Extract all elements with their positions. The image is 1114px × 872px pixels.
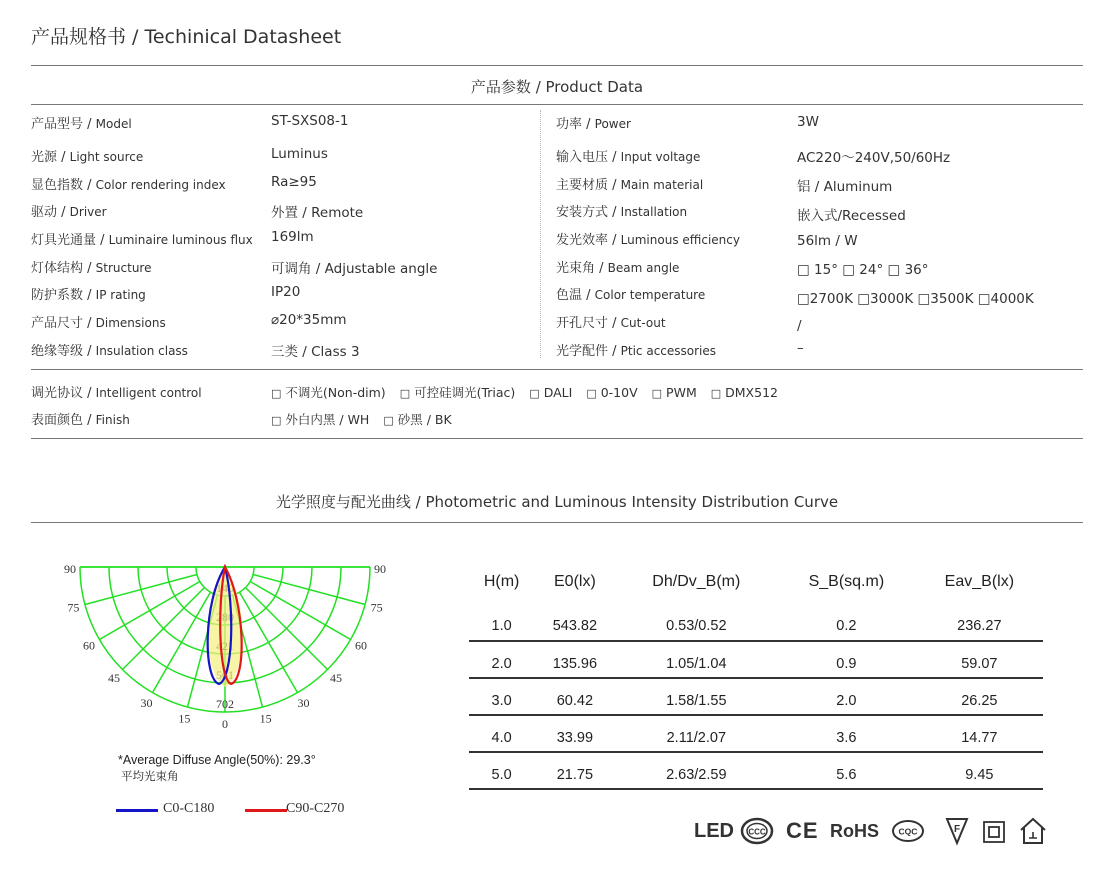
spec-label: 安装方式 / Installation [556, 205, 688, 220]
spec-label: 主要材质 / Main material [556, 178, 704, 193]
table-cell: 236.27 [916, 604, 1043, 641]
spec-label: 产品型号 / Model [31, 117, 132, 132]
svg-text:F: F [953, 824, 961, 835]
spec-value: 56lm / W [797, 233, 858, 249]
control-label: 调光协议 / Intelligent control [31, 386, 202, 401]
polar-angle-label: 30 [140, 695, 153, 710]
spec-label: 驱动 / Driver [31, 205, 107, 220]
control-options [271, 383, 792, 401]
f-mark-icon [944, 816, 970, 846]
ce-icon: CE [786, 818, 819, 843]
polar-angle-label: 75 [370, 600, 383, 615]
spec-value: – [797, 340, 804, 356]
column-divider [540, 110, 541, 358]
spec-label: 发光效率 / Luminous efficiency [556, 233, 740, 248]
spec-value: Luminus [271, 146, 328, 162]
finish-options [271, 410, 466, 428]
svg-text:CCC: CCC [748, 827, 766, 837]
option-item[interactable] [652, 385, 697, 400]
table-cell: 1.58/1.55 [616, 678, 777, 715]
polar-distribution-chart [60, 552, 390, 732]
spec-value: 3W [797, 114, 819, 130]
spec-label: 光束角 / Beam angle [556, 261, 680, 276]
average-diffuse-angle-cn: 平均光束角 [121, 771, 179, 783]
spec-label: 光源 / Light source [31, 150, 144, 165]
table-row [469, 715, 1043, 752]
table-cell: 14.77 [916, 715, 1043, 752]
spec-value: / [797, 318, 802, 334]
table-cell: 2.11/2.07 [616, 715, 777, 752]
polar-angle-label: 90 [374, 562, 386, 576]
table-cell: 2.0 [469, 641, 534, 678]
led-icon: LED [694, 820, 734, 842]
polar-spoke [122, 588, 204, 670]
table-cell: 9.45 [916, 752, 1043, 789]
rohs-icon: RoHS [830, 821, 879, 841]
table-row [469, 752, 1043, 789]
spec-label: 防护系数 / IP rating [31, 288, 146, 303]
option-item[interactable] [271, 412, 369, 427]
polar-spoke [246, 588, 328, 670]
table-cell: 21.75 [534, 752, 615, 789]
table-cell: 26.25 [916, 678, 1043, 715]
table-cell: 0.2 [777, 604, 916, 641]
spec-label: 功率 / Power [556, 117, 631, 132]
spec-label: 色温 / Color temperature [556, 288, 706, 303]
spec-label: 光学配件 / Ptic accessories [556, 344, 717, 359]
option-label: 不调光(Non-dim) [285, 385, 386, 400]
table-row [469, 641, 1043, 678]
option-item[interactable] [586, 385, 637, 400]
table-header: Dh/Dv_B(m) [652, 573, 741, 590]
table-cell: 0.9 [777, 641, 916, 678]
spec-label: 显色指数 / Color rendering index [31, 178, 226, 193]
page-title: 产品规格书 / Techinical Datasheet [31, 26, 342, 48]
checkbox-icon[interactable]: □ [586, 387, 597, 400]
table-header: Eav_B(lx) [944, 573, 1015, 590]
option-item[interactable] [400, 385, 516, 400]
table-cell: 1.05/1.04 [616, 641, 777, 678]
photometric-table [469, 560, 1043, 790]
table-header: E0(lx) [554, 573, 596, 590]
finish-label: 表面颜色 / Finish [31, 413, 130, 428]
polar-spoke [99, 582, 199, 640]
table-header: H(m) [483, 573, 520, 590]
spec-label: 产品尺寸 / Dimensions [31, 316, 166, 331]
table-cell: 5.0 [469, 752, 534, 789]
polar-radius-label: 702 [216, 697, 234, 711]
polar-spoke [240, 592, 298, 692]
polar-angle-label: 45 [107, 671, 120, 686]
table-row [469, 678, 1043, 715]
divider [31, 369, 1083, 370]
spec-value: 169lm [271, 229, 314, 245]
table-cell: 543.82 [534, 604, 615, 641]
option-label: PWM [666, 385, 697, 400]
table-cell: 3.0 [469, 678, 534, 715]
table-cell: 3.6 [777, 715, 916, 752]
divider [31, 522, 1083, 523]
indoor-use-icon [1018, 816, 1048, 846]
checkbox-icon[interactable]: □ [399, 387, 411, 400]
table-cell: 33.99 [534, 715, 615, 752]
table-cell: 60.42 [534, 678, 615, 715]
option-label: DALI [543, 385, 573, 400]
table-row [469, 604, 1043, 641]
spec-value: 三类 / Class 3 [271, 344, 360, 360]
spec-value: IP20 [271, 284, 301, 300]
table-cell: 135.96 [534, 641, 615, 678]
polar-spoke [250, 582, 350, 640]
class-ii-icon [982, 820, 1006, 844]
checkbox-icon[interactable]: □ [529, 387, 540, 400]
table-cell: 5.6 [777, 752, 916, 789]
table-cell: 2.0 [777, 678, 916, 715]
checkbox-icon[interactable]: □ [651, 387, 663, 400]
legend-label-c90: C90-C270 [286, 801, 345, 816]
svg-text:CQC: CQC [898, 826, 918, 837]
spec-value: 外置 / Remote [271, 205, 364, 221]
table-cell: 0.53/0.52 [616, 604, 777, 641]
divider [31, 65, 1083, 66]
option-label: 0-10V [600, 385, 638, 400]
polar-spoke [153, 592, 211, 692]
polar-angle-label: 0 [222, 717, 228, 731]
table-cell: 1.0 [469, 604, 534, 641]
spec-value: 嵌入式/Recessed [797, 208, 906, 224]
divider [31, 104, 1083, 105]
spec-label: 输入电压 / Input voltage [556, 150, 701, 165]
option-label: 可控硅调光(Triac) [414, 385, 516, 400]
spec-label: 开孔尺寸 / Cut-out [556, 316, 666, 331]
option-label: 外白内黑 / WH [285, 412, 370, 427]
spec-value: □2700K □3000K □3500K □4000K [797, 291, 1034, 307]
spec-value: 可调角 / Adjustable angle [271, 261, 438, 277]
photometric-title: 光学照度与配光曲线 / Photometric and Luminous Intensity Distribution Curve [275, 493, 839, 511]
spec-value: ST-SXS08-1 [271, 113, 349, 129]
average-diffuse-angle-note: *Average Diffuse Angle(50%): 29.3° [118, 753, 316, 767]
polar-angle-label: 15 [178, 711, 191, 726]
option-label: DMX512 [725, 385, 778, 400]
polar-spoke [253, 575, 365, 605]
option-item[interactable] [711, 385, 778, 400]
legend-line-c0 [116, 809, 158, 812]
certification-icons [692, 812, 1052, 852]
cqc-icon [891, 818, 925, 844]
spec-value: 铝 / Aluminum [797, 179, 893, 195]
spec-value: AC220～240V,50/60Hz [797, 150, 951, 166]
checkbox-icon[interactable]: □ [383, 414, 394, 427]
spec-label: 灯体结构 / Structure [31, 261, 152, 276]
divider [31, 438, 1083, 439]
ccc-icon [740, 816, 774, 846]
checkbox-icon[interactable]: □ [271, 387, 282, 400]
option-item[interactable] [271, 385, 386, 400]
spec-label: 灯具光通量 / Luminaire luminous flux [31, 233, 253, 248]
option-label: 砂黑 / BK [397, 412, 452, 427]
table-cell: 4.0 [469, 715, 534, 752]
polar-angle-label: 60 [83, 638, 96, 653]
legend-line-c90 [245, 809, 287, 812]
option-item[interactable] [529, 385, 572, 400]
polar-angle-label: 75 [67, 600, 80, 615]
product-data-title: 产品参数 / Product Data [470, 78, 644, 96]
legend-label-c0: C0-C180 [163, 801, 215, 816]
beam-fill [208, 567, 243, 687]
spec-label: 绝缘等级 / Insulation class [31, 344, 188, 359]
table-cell: 2.63/2.59 [616, 752, 777, 789]
option-item[interactable] [383, 412, 451, 427]
checkbox-icon[interactable]: □ [710, 387, 722, 400]
spec-value: ⌀20*35mm [271, 312, 347, 328]
table-cell: 59.07 [916, 641, 1043, 678]
spec-value: Ra≥95 [271, 174, 317, 190]
checkbox-icon[interactable]: □ [271, 414, 282, 427]
polar-angle-label: 15 [259, 711, 272, 726]
polar-angle-label: 45 [330, 671, 343, 686]
polar-angle-label: 90 [64, 562, 76, 576]
polar-angle-label: 60 [354, 638, 367, 653]
spec-value: □ 15° □ 24° □ 36° [797, 262, 929, 278]
polar-angle-label: 30 [297, 695, 310, 710]
table-header: S_B(sq.m) [808, 573, 885, 590]
polar-spoke [85, 575, 197, 605]
